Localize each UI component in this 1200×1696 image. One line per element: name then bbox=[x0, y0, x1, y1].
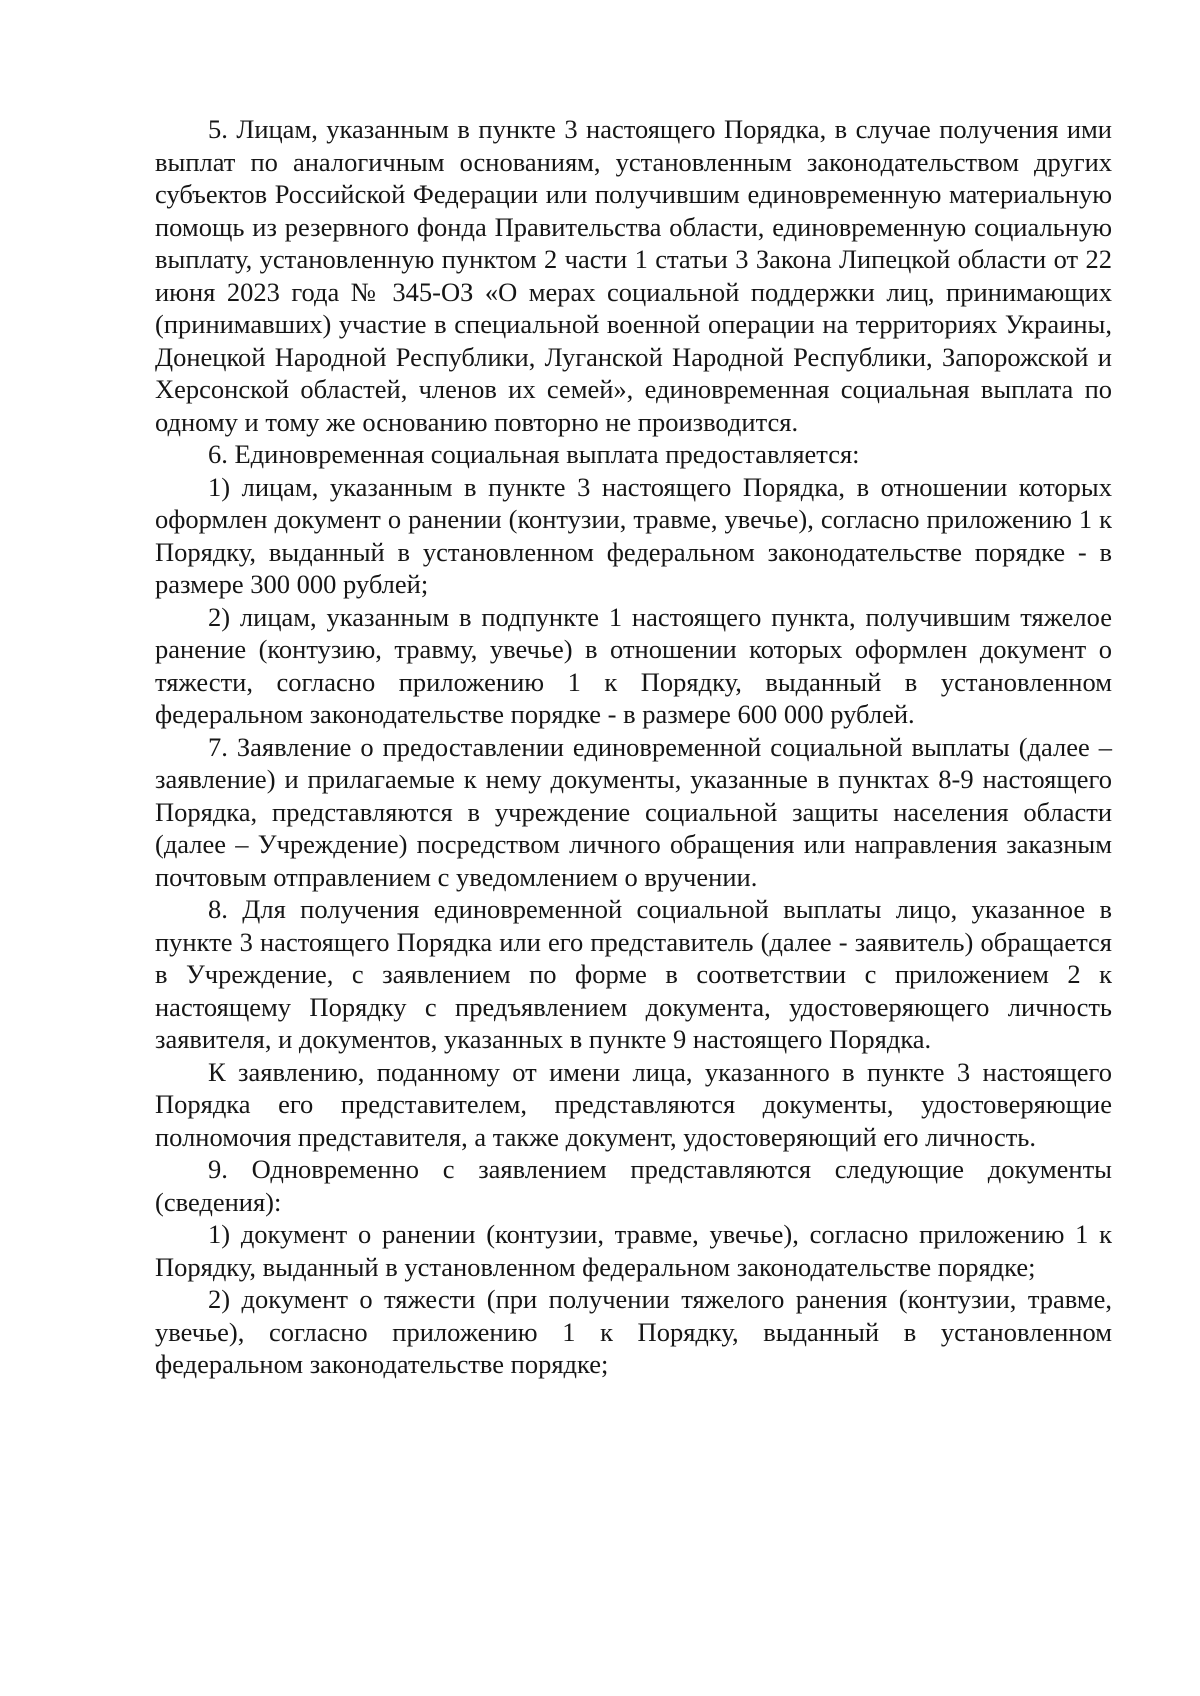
paragraph-6-2: 2) лицам, указанным в подпункте 1 настоящего пункта, получившим тяжелое ранение (контузию, травму, увечье) в отношении которых оформлен документ о тяжести, согласно приложению 1 к Порядку, выданный в установленном федеральном законодательстве порядке - в размере 600 000 рублей. bbox=[155, 601, 1112, 729]
paragraph-7: 7. Заявление о предоставлении единовременной социальной выплаты (далее – заявление) и прилагаемые к нему документы, указанные в пунктах 8-9 настоящего Порядка, представляются в учреждение социальной защиты населения области (далее – Учреждение) посредством личного обращения или направления заказным почтовым отправлением с уведомлением о вручении. bbox=[155, 731, 1112, 892]
paragraph-9-2: 2) документ о тяжести (при получении тяжелого ранения (контузии, травме, увечье), согласно приложению 1 к Порядку, выданный в установленном федеральном законодательстве порядке; bbox=[155, 1284, 1112, 1379]
paragraph-8-representative: К заявлению, поданному от имени лица, указанного в пункте 3 настоящего Порядка его представителем, представляются документы, удостоверяющие полномочия представителя, а также документ, удостоверяющий его личность. bbox=[155, 1056, 1112, 1152]
paragraph-9-1: 1) документ о ранении (контузии, травме, увечье), согласно приложению 1 к Порядку, выданный в установленном федеральном законодательстве порядке; bbox=[155, 1219, 1112, 1282]
document-body bbox=[155, 113, 1112, 1381]
paragraph-5: 5. Лицам, указанным в пункте 3 настоящего Порядка, в случае получения ими выплат по аналогичным основаниям, установленным законодательством других субъектов Российской Федерации или получившим единовременную материальную помощь из резервного фонда Правительства области, единовременную социальную выплату, установленную пунктом 2 части 1 статьи 3 Закона Липецкой области от 22 июня 2023 года № 345-ОЗ «О мерах социальной поддержки лиц, принимающих (принимавших) участие в специальной военной операции на территориях Украины, Донецкой Народной Республики, Луганской Народной Республики, Запорожской и Херсонской областей, членов их семей», единовременная социальная выплата по одному и тому же основанию повторно не производится. bbox=[155, 114, 1112, 437]
paragraph-6: 6. Единовременная социальная выплата предоставляется: bbox=[208, 439, 860, 469]
paragraph-9: 9. Одновременно с заявлением представляются следующие документы (сведения): bbox=[155, 1154, 1112, 1217]
paragraph-8: 8. Для получения единовременной социальной выплаты лицо, указанное в пункте 3 настоящего Порядка или его представитель (далее - заявитель) обращается в Учреждение, с заявлением по форме в соответствии с приложением 2 к настоящему Порядку с предъявлением документа, удостоверяющего личность заявителя, и документов, указанных в пункте 9 настоящего Порядка. bbox=[155, 894, 1112, 1054]
paragraph-6-1: 1) лицам, указанным в пункте 3 настоящего Порядка, в отношении которых оформлен документ о ранении (контузии, травме, увечье), согласно приложению 1 к Порядку, выданный в установленном федеральном законодательстве порядке - в размере 300 000 рублей; bbox=[155, 471, 1112, 599]
